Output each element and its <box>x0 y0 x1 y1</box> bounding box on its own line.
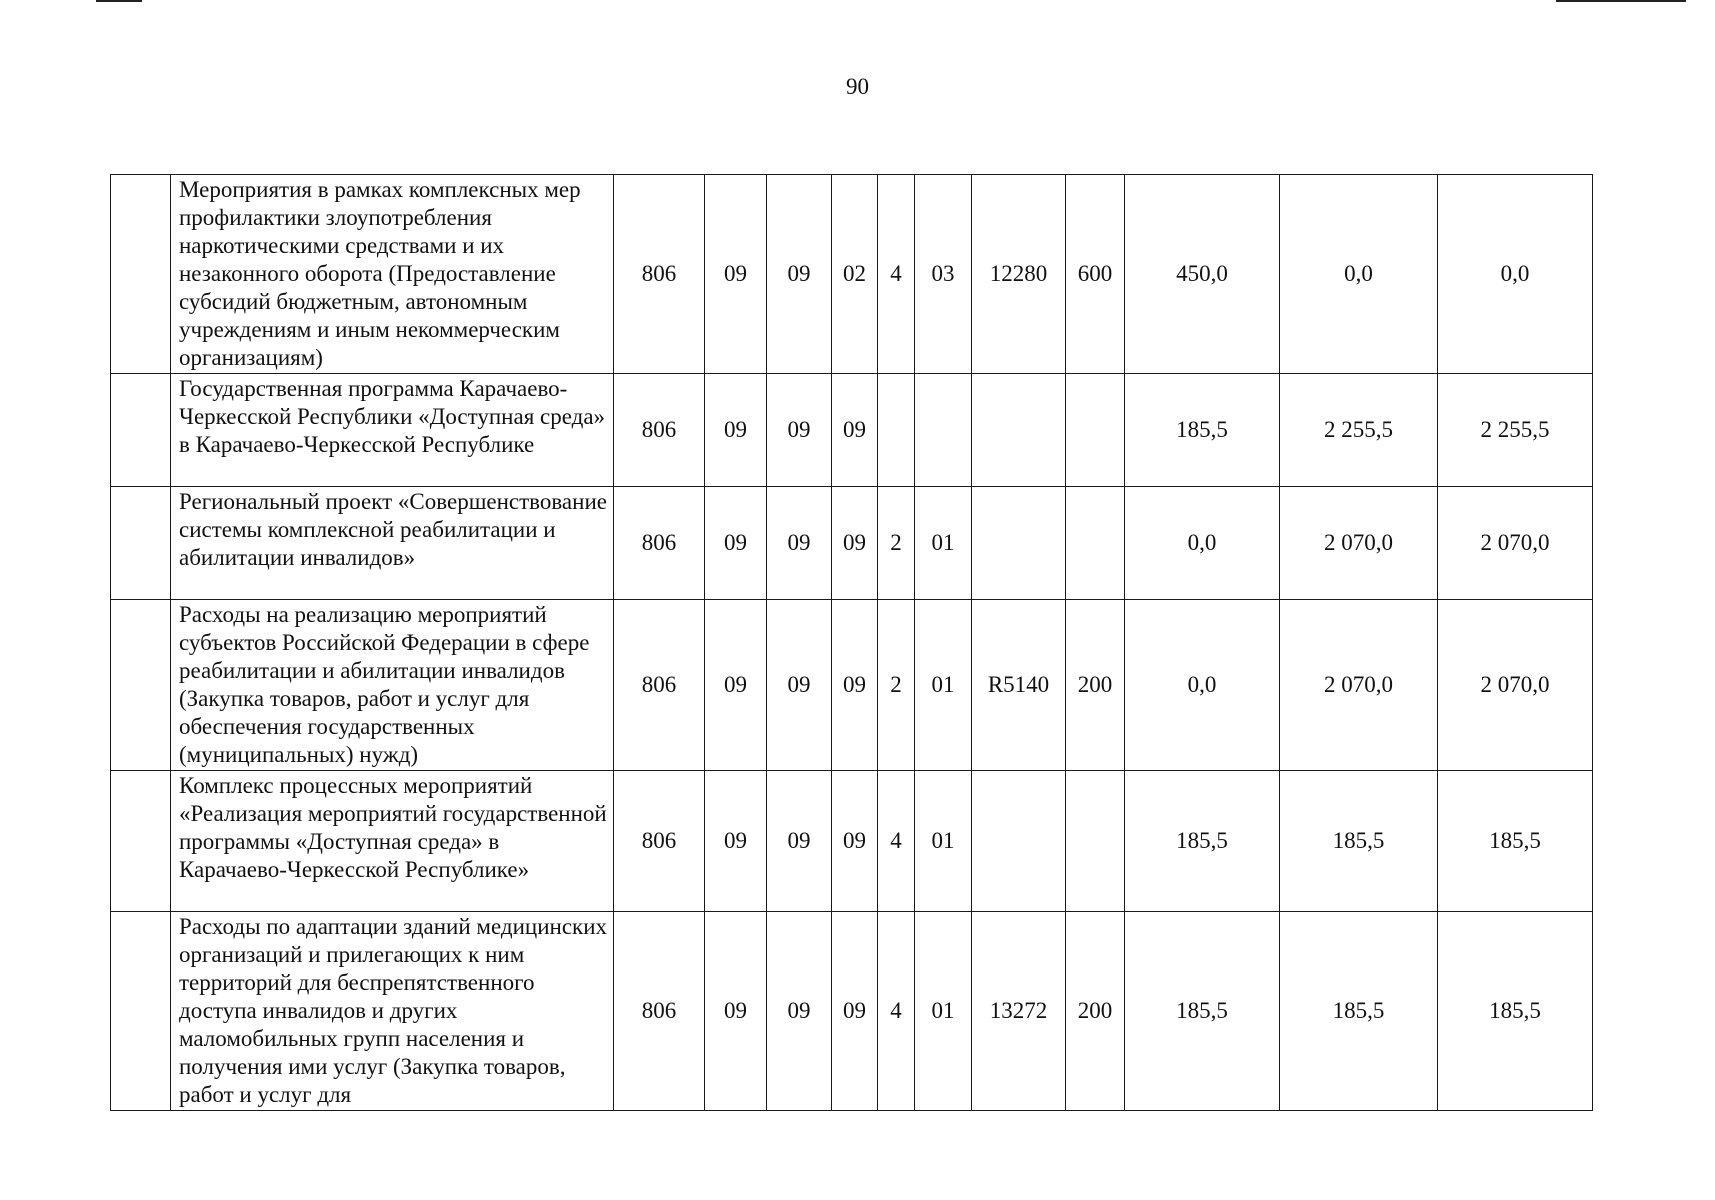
amount-year3-cell: 2 070,0 <box>1438 600 1593 771</box>
amount-year3-cell: 185,5 <box>1438 912 1593 1111</box>
amount-year3-cell: 185,5 <box>1438 771 1593 912</box>
direction-code-cell: 12280 <box>972 175 1066 374</box>
row-number-cell <box>111 175 171 374</box>
row-number-cell <box>111 487 171 600</box>
scan-artifact-top-left <box>96 0 142 2</box>
program-code-cell: 09 <box>832 771 878 912</box>
ministry-code-cell: 806 <box>614 600 705 771</box>
direction-code-cell: R5140 <box>972 600 1066 771</box>
subsection-code-cell: 09 <box>767 912 832 1111</box>
table-row <box>111 374 1593 487</box>
ministry-code-cell: 806 <box>614 912 705 1111</box>
amount-year3-cell: 2 255,5 <box>1438 374 1593 487</box>
expense-type-cell: 200 <box>1066 600 1125 771</box>
subsection-code-cell: 09 <box>767 374 832 487</box>
ministry-code-cell: 806 <box>614 374 705 487</box>
subsection-code-cell: 09 <box>767 600 832 771</box>
ministry-code-cell: 806 <box>614 771 705 912</box>
ministry-code-cell: 806 <box>614 487 705 600</box>
amount-year2-cell: 2 070,0 <box>1280 600 1438 771</box>
expense-type-cell <box>1066 374 1125 487</box>
amount-year1-cell: 185,5 <box>1125 771 1280 912</box>
amount-year2-cell: 185,5 <box>1280 912 1438 1111</box>
amount-year1-cell: 185,5 <box>1125 912 1280 1111</box>
description-cell: Расходы по адаптации зданий медицинских организаций и прилегающих к ним территорий для беспрепятственного доступа инвалидов и других маломобильных групп населения и получения ими услуг (Закупка товаров, работ и услуг для <box>171 912 614 1111</box>
section-code-cell: 09 <box>705 487 767 600</box>
amount-year2-cell: 185,5 <box>1280 771 1438 912</box>
direction-code-cell <box>972 771 1066 912</box>
ministry-code-cell: 806 <box>614 175 705 374</box>
amount-year1-cell: 0,0 <box>1125 600 1280 771</box>
subprogram-type-cell: 4 <box>878 175 915 374</box>
amount-year2-cell: 2 070,0 <box>1280 487 1438 600</box>
amount-year1-cell: 450,0 <box>1125 175 1280 374</box>
table-row <box>111 912 1593 1111</box>
direction-code-cell <box>972 487 1066 600</box>
scan-artifact-top-right <box>1556 0 1686 2</box>
amount-year1-cell: 185,5 <box>1125 374 1280 487</box>
expense-type-cell: 200 <box>1066 912 1125 1111</box>
budget-table <box>110 174 1593 1111</box>
table-row <box>111 175 1593 374</box>
row-number-cell <box>111 600 171 771</box>
main-event-code-cell <box>915 374 972 487</box>
section-code-cell: 09 <box>705 175 767 374</box>
amount-year2-cell: 0,0 <box>1280 175 1438 374</box>
section-code-cell: 09 <box>705 912 767 1111</box>
subprogram-type-cell: 4 <box>878 912 915 1111</box>
section-code-cell: 09 <box>705 600 767 771</box>
description-cell: Региональный проект «Совершенствование системы комплексной реабилитации и абилитации инвалидов» <box>171 487 614 600</box>
description-cell: Расходы на реализацию мероприятий субъектов Российской Федерации в сфере реабилитации и абилитации инвалидов (Закупка товаров, работ и услуг для обеспечения государственных (муниципальных) нужд) <box>171 600 614 771</box>
subsection-code-cell: 09 <box>767 771 832 912</box>
row-number-cell <box>111 374 171 487</box>
direction-code-cell <box>972 374 1066 487</box>
page-number: 90 <box>846 74 869 99</box>
section-code-cell: 09 <box>705 771 767 912</box>
amount-year2-cell: 2 255,5 <box>1280 374 1438 487</box>
amount-year1-cell: 0,0 <box>1125 487 1280 600</box>
main-event-code-cell: 01 <box>915 912 972 1111</box>
row-number-cell <box>111 912 171 1111</box>
subprogram-type-cell: 2 <box>878 487 915 600</box>
expense-type-cell: 600 <box>1066 175 1125 374</box>
description-cell: Мероприятия в рамках комплексных мер профилактики злоупотребления наркотическими средствами и их незаконного оборота (Предоставление субсидий бюджетным, автономным учреждениям и иным некоммерческим организациям) <box>171 175 614 374</box>
subprogram-type-cell: 2 <box>878 600 915 771</box>
program-code-cell: 09 <box>832 487 878 600</box>
main-event-code-cell: 01 <box>915 487 972 600</box>
table-row <box>111 487 1593 600</box>
table-row <box>111 771 1593 912</box>
program-code-cell: 09 <box>832 912 878 1111</box>
program-code-cell: 09 <box>832 374 878 487</box>
subsection-code-cell: 09 <box>767 487 832 600</box>
subprogram-type-cell: 4 <box>878 771 915 912</box>
table-row <box>111 600 1593 771</box>
section-code-cell: 09 <box>705 374 767 487</box>
description-cell: Государственная программа Карачаево-Черкесской Республики «Доступная среда» в Карачаево-Черкесской Республике <box>171 374 614 487</box>
row-number-cell <box>111 771 171 912</box>
subprogram-type-cell <box>878 374 915 487</box>
amount-year3-cell: 2 070,0 <box>1438 487 1593 600</box>
description-cell: Комплекс процессных мероприятий «Реализация мероприятий государственной программы «Доступная среда» в Карачаево-Черкесской Республике» <box>171 771 614 912</box>
expense-type-cell <box>1066 487 1125 600</box>
main-event-code-cell: 01 <box>915 771 972 912</box>
main-event-code-cell: 01 <box>915 600 972 771</box>
program-code-cell: 02 <box>832 175 878 374</box>
subsection-code-cell: 09 <box>767 175 832 374</box>
main-event-code-cell: 03 <box>915 175 972 374</box>
expense-type-cell <box>1066 771 1125 912</box>
program-code-cell: 09 <box>832 600 878 771</box>
direction-code-cell: 13272 <box>972 912 1066 1111</box>
amount-year3-cell: 0,0 <box>1438 175 1593 374</box>
